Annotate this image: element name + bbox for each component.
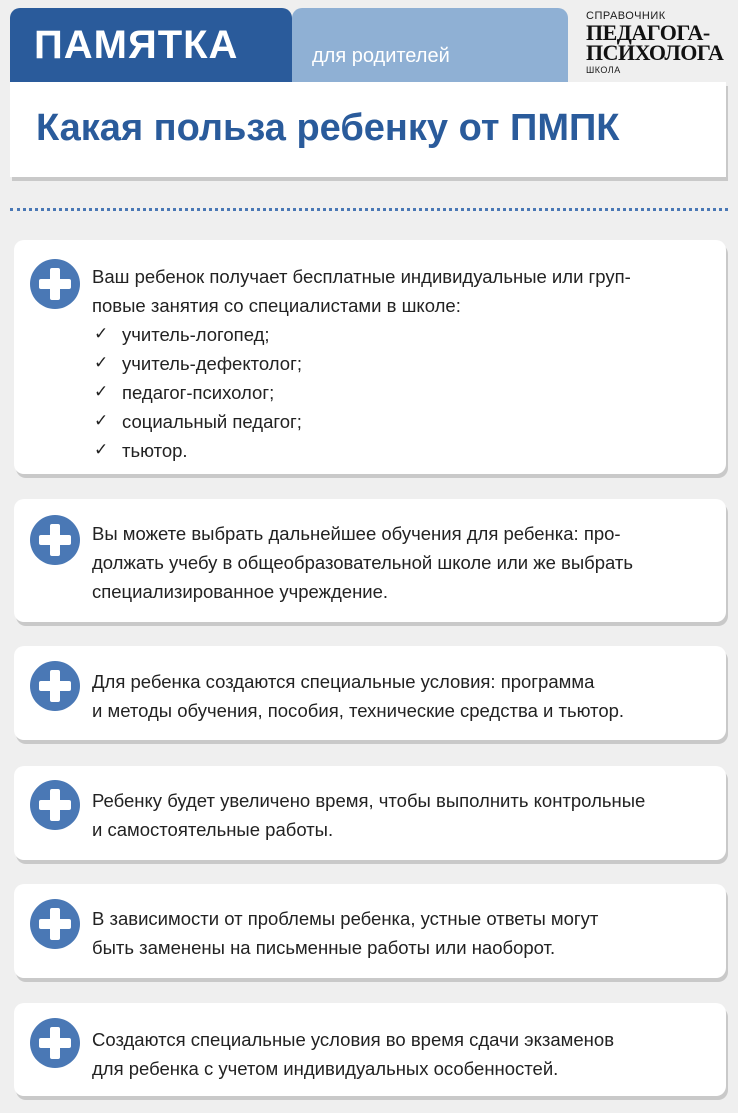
benefit-text-1: Ваш ребенок получает бесплатные индивидуальные или груп- повые занятия со специалистами в школе: xyxy=(92,266,631,316)
list-item: ✓ учитель-логопед; xyxy=(92,320,704,349)
benefit-text-4: Ребенку будет увеличено время, чтобы выполнить контрольные и самостоятельные работы. xyxy=(92,790,646,840)
benefit-card-5 xyxy=(14,884,726,978)
memo-badge-label: ПАМЯТКА xyxy=(34,23,239,67)
audience-label: для родителей xyxy=(312,45,450,67)
title-panel xyxy=(10,82,726,177)
logo-bottom-text: ШКОЛА xyxy=(586,65,621,75)
benefit-text-5: В зависимости от проблемы ребенка, устные ответы могут быть заменены на письменные работы или наоборот. xyxy=(92,908,599,958)
plus-icon xyxy=(30,661,80,711)
page-title: Какая польза ребенку от ПМПК xyxy=(36,107,620,149)
benefit-card-6 xyxy=(14,1003,726,1096)
benefit-card-1 xyxy=(14,240,726,474)
logo-line2: ПСИХОЛОГА xyxy=(586,40,724,65)
list-item: ✓ педагог-психолог; xyxy=(92,378,704,407)
benefit-text-2: Вы можете выбрать дальнейшее обучения для ребенка: про- должать учебу в общеобразовательной школе или же выбрать специализированное учреждение. xyxy=(92,523,634,602)
benefit-text-3: Для ребенка создаются специальные условия: программа и методы обучения, пособия, технические средства и тьютор. xyxy=(92,671,625,721)
list-item: ✓ учитель-дефектолог; xyxy=(92,349,704,378)
header xyxy=(0,0,738,82)
dotted-divider xyxy=(10,208,728,211)
logo-line1: ПЕДАГОГА- xyxy=(586,20,710,45)
benefit-text-6: Создаются специальные условия во время сдачи экзаменов для ребенка с учетом индивидуальных особенностей. xyxy=(92,1029,615,1079)
plus-icon xyxy=(30,515,80,565)
memo-badge xyxy=(10,8,292,82)
logo-top-text: СПРАВОЧНИК xyxy=(586,10,666,22)
benefit-card-4 xyxy=(14,766,726,860)
plus-icon xyxy=(30,1018,80,1068)
specialist-list xyxy=(92,320,704,465)
plus-icon xyxy=(30,899,80,949)
benefit-card-2 xyxy=(14,499,726,622)
list-item: ✓ тьютор. xyxy=(92,436,704,465)
plus-icon xyxy=(30,780,80,830)
benefit-card-3 xyxy=(14,646,726,740)
publisher-logo xyxy=(586,10,736,74)
audience-tab xyxy=(292,8,568,82)
plus-icon xyxy=(30,259,80,309)
list-item: ✓ социальный педагог; xyxy=(92,407,704,436)
